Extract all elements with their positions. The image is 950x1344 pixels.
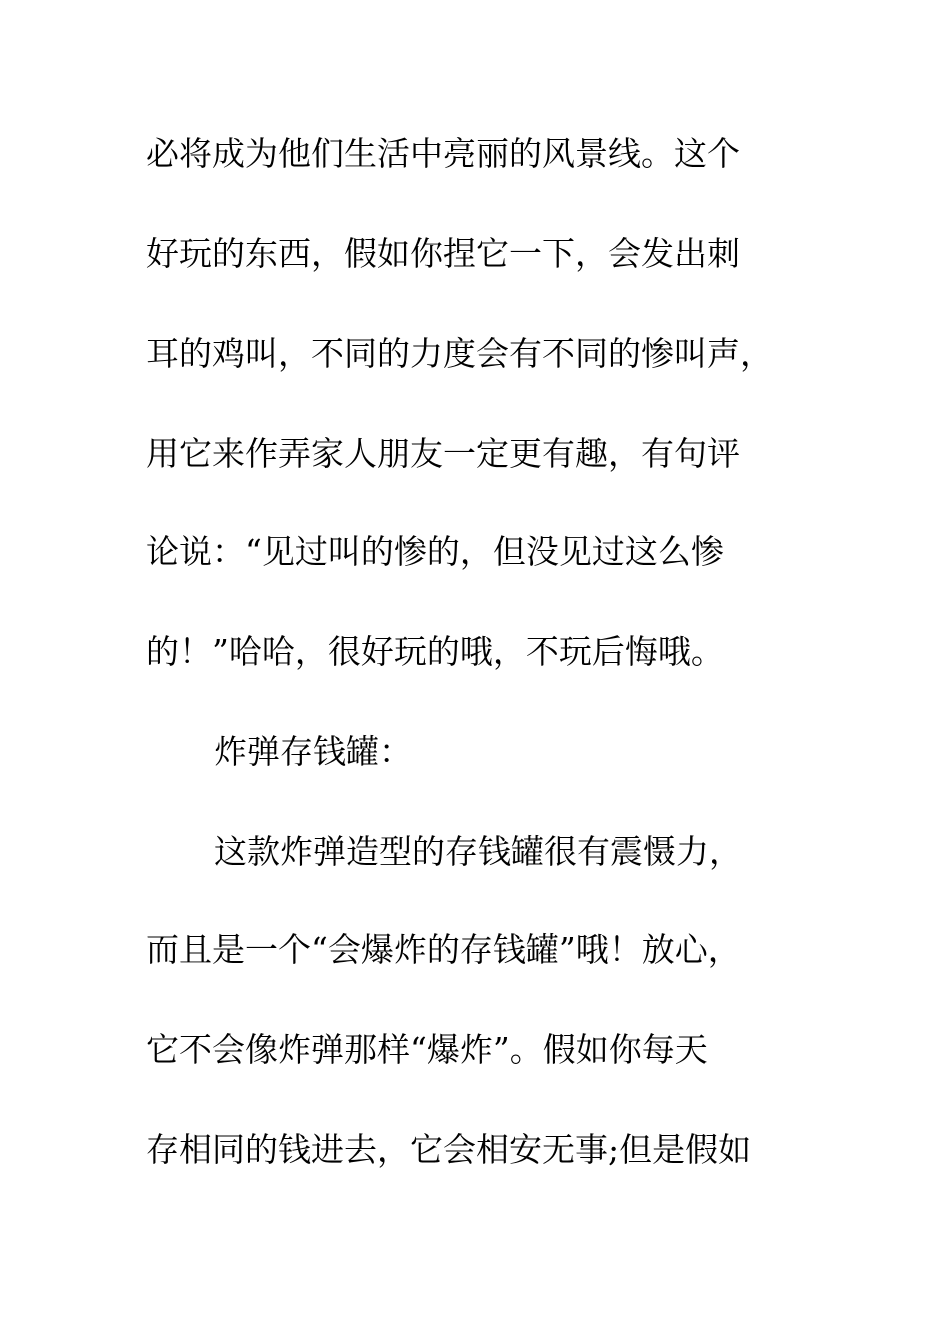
text-line: 而且是一个“会爆炸的存钱罐”哦！放心， [146, 930, 741, 969]
section-heading: 炸弹存钱罐： [214, 732, 412, 771]
text-line: 好玩的东西，假如你捏它一下，会发出刺 [146, 234, 740, 273]
text-line: 的！”哈哈，很好玩的哦，不玩后悔哦。 [146, 632, 724, 671]
text-line: 必将成为他们生活中亮丽的风景线。这个 [146, 134, 740, 173]
paragraph-first-line: 这款炸弹造型的存钱罐很有震慑力， [214, 832, 742, 871]
text-line: 耳的鸡叫，不同的力度会有不同的惨叫声， [146, 334, 773, 373]
text-line: 论说：“见过叫的惨的，但没见过这么惨 [146, 532, 724, 571]
text-line: 用它来作弄家人朋友一定更有趣，有句评 [146, 434, 740, 473]
text-line: 它不会像炸弹那样“爆炸”。假如你每天 [146, 1030, 708, 1069]
text-line: 存相同的钱进去，它会相安无事;但是假如 [146, 1130, 752, 1169]
